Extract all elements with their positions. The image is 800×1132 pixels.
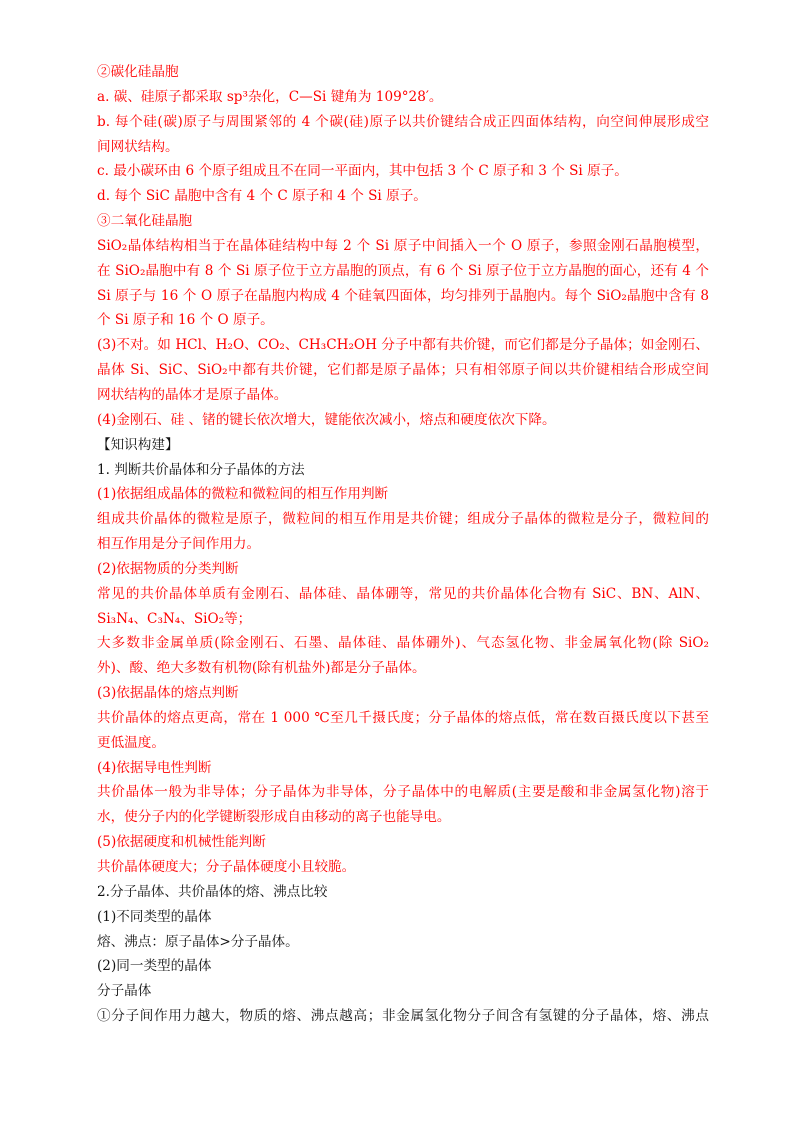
text-line: 水，使分子内的化学键断裂形成自由移动的离子也能导电。 bbox=[97, 809, 451, 826]
text-line: Si 原子与 16 个 O 原子在晶胞内构成 4 个硅氧四面体，均匀排列于晶胞内。每个 SiO₂晶胞中含有 8 bbox=[97, 287, 709, 304]
text-line: 晶体 Si、SiC、SiO₂中都有共价键，它们都是原子晶体；只有相邻原子间以共价键相结合形成空间 bbox=[97, 362, 709, 379]
text-line: 相互作用是分子间作用力。 bbox=[97, 536, 261, 553]
text-line: Si₃N₄、C₃N₄、SiO₂等； bbox=[97, 610, 252, 627]
text-line: 网状结构的晶体才是原子晶体。 bbox=[97, 386, 288, 403]
text-line: (3)依据晶体的熔点判断 bbox=[97, 685, 239, 702]
text-line: 个 Si 原子和 16 个 O 原子。 bbox=[97, 312, 274, 329]
text-line: 常见的共价晶体单质有金刚石、晶体硅、晶体硼等，常见的共价晶体化合物有 SiC、BN、AlN、 bbox=[97, 585, 709, 602]
text-line: 在 SiO₂晶胞中有 8 个 Si 原子位于立方晶胞的顶点，有 6 个 Si 原子位于立方晶胞的面心，还有 4 个 bbox=[97, 262, 709, 279]
text-line: ②碳化硅晶胞 bbox=[97, 64, 179, 80]
text-line: (2)依据物质的分类判断 bbox=[97, 560, 239, 577]
text-line: ①分子间作用力越大，物质的熔、沸点越高；非金属氢化物分子间含有氢键的分子晶体，熔、沸点 bbox=[97, 1008, 709, 1025]
text-line: (1)不同类型的晶体 bbox=[97, 908, 212, 925]
text-line: (1)依据组成晶体的微粒和微粒间的相互作用判断 bbox=[97, 486, 389, 503]
text-line: 组成共价晶体的微粒是原子，微粒间的相互作用是共价键；组成分子晶体的微粒是分子，微粒间的 bbox=[97, 511, 709, 528]
text-line: d. 每个 SiC 晶胞中含有 4 个 C 原子和 4 个 Si 原子。 bbox=[97, 188, 427, 205]
text-line: 1. 判断共价晶体和分子晶体的方法 bbox=[97, 461, 305, 478]
text-line: b. 每个硅(碳)原子与周围紧邻的 4 个碳(硅)原子以共价键结合成正四面体结构，向空间伸展形成空 bbox=[97, 113, 709, 130]
text-line: (4)依据导电性判断 bbox=[97, 759, 212, 776]
text-line: 更低温度。 bbox=[97, 734, 165, 751]
text-line: 间网状结构。 bbox=[97, 138, 179, 155]
text-line: 共价晶体一般为非导体；分子晶体为非导体，分子晶体中的电解质(主要是酸和非金属氢化物)溶于 bbox=[97, 784, 709, 801]
text-line: a. 碳、硅原子都采取 sp³杂化，C—Si 键角为 109°28′。 bbox=[97, 88, 443, 105]
text-line: (4)金刚石、硅 、锗的键长依次增大，键能依次减小，熔点和硬度依次下降。 bbox=[97, 411, 556, 428]
text-line: 大多数非金属单质(除金刚石、石墨、晶体硅、晶体硼外)、气态氢化物、非金属氧化物(除 SiO₂ bbox=[97, 635, 709, 652]
text-line: 共价晶体的熔点更高，常在 1 000 ℃至几千摄氏度；分子晶体的熔点低，常在数百摄氏度以下甚至 bbox=[97, 709, 709, 726]
text-line: ③二氧化硅晶胞 bbox=[97, 213, 193, 230]
text-line: c. 最小碳环由 6 个原子组成且不在同一平面内，其中包括 3 个 C 原子和 3 个 Si 原子。 bbox=[97, 163, 628, 180]
text-line: (3)不对。如 HCl、H₂O、CO₂、CH₃CH₂OH 分子中都有共价键，而它们都是分子晶体；如金刚石、 bbox=[97, 337, 709, 354]
text-line: 【知识构建】 bbox=[97, 436, 179, 453]
text-line: SiO₂晶体结构相当于在晶体硅结构中每 2 个 Si 原子中间插入一个 O 原子，参照金刚石晶胞模型， bbox=[97, 237, 709, 254]
text-line: 共价晶体硬度大；分子晶体硬度小且较脆。 bbox=[97, 859, 356, 875]
text-line: 2.分子晶体、共价晶体的熔、沸点比较 bbox=[97, 883, 328, 900]
text-line: 外)、酸、绝大多数有机物(除有机盐外)都是分子晶体。 bbox=[97, 660, 426, 677]
text-line: (2)同一类型的晶体 bbox=[97, 958, 212, 975]
document-page bbox=[97, 60, 709, 1029]
text-line: 熔、沸点：原子晶体>分子晶体。 bbox=[97, 933, 299, 950]
text-line: 分子晶体 bbox=[97, 983, 152, 1000]
text-line: (5)依据硬度和机械性能判断 bbox=[97, 834, 266, 851]
